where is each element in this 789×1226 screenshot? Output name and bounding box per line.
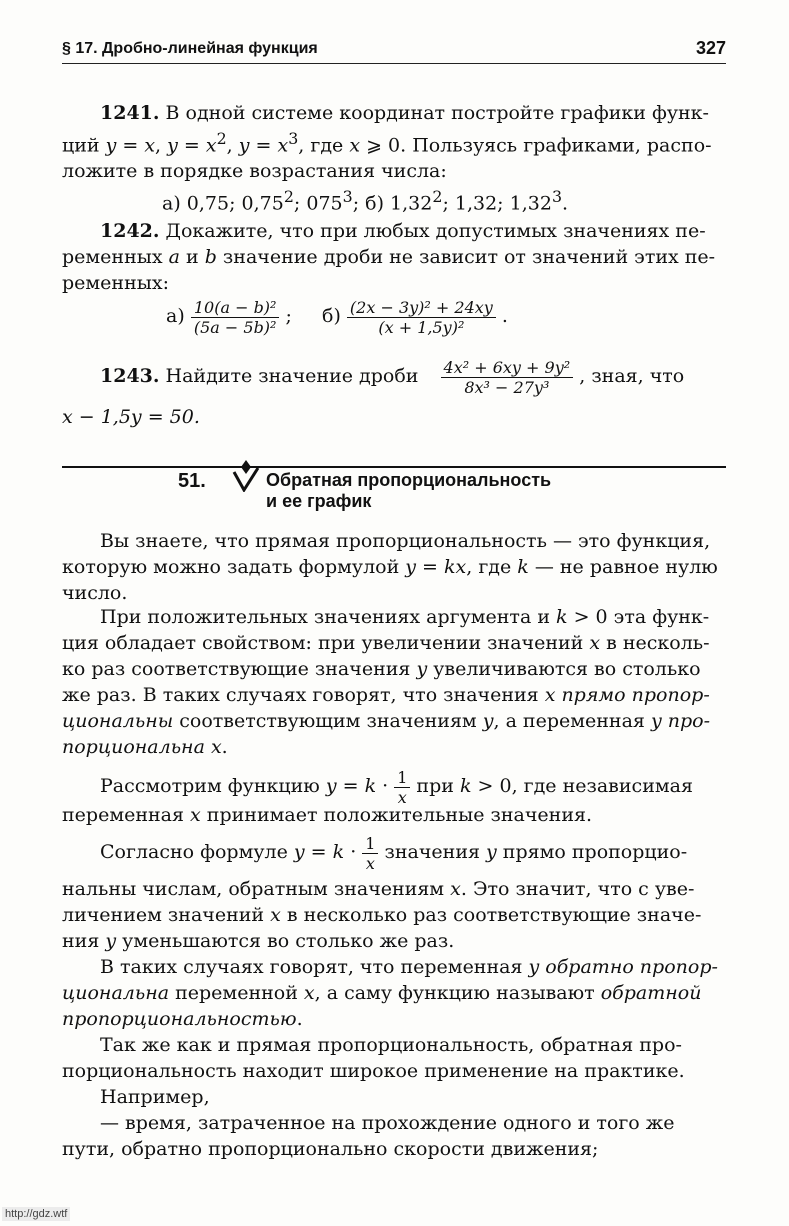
exercise-1243-condition: x − 1,5y = 50. [62,406,200,428]
diamond-check-icon [232,460,260,492]
running-header [62,36,726,64]
paragraph-2: При положительных значениях аргумента и k > 0 эта функ- ция обладает свойством: при увеличении значений x в несколь- ко раз соответствующие значения y увеличиваются во столько же раз. В таких случаях говорят, что значения x прямо пропор- циональны соответствующим значениям y, а переменная y про- порциональна x. [62,606,710,758]
paragraph-4: Согласно формуле y = k · $\frac{1}{x}$ значения y прямо пропорцио- [100,833,688,873]
fraction-a: $\frac{\text{10(a − b)²}}{\text{(5a − 5b)²}}$ [191,298,280,337]
paragraph-5: В таких случаях говорят, что переменная y обратно пропор- циональна переменной x, а саму функцию называют обратной пропорциональностью. [62,956,718,1030]
paragraph-8: — время, затраченное на прохождение одного и того же пути, обратно пропорционально скорости движения; [62,1112,675,1160]
section-title-line2: и ее график [266,491,372,511]
section-title-line1: Обратная пропорциональность [266,470,552,490]
paragraph-3-cont: переменная x принимает положительные значения. [62,804,593,826]
paragraph-4-cont: нальны числам, обратным значениям x. Это значит, что с уве- личением значений x в несколько раз соответствующие значе- ния y уменьшаются во столько же раз. [62,878,702,952]
exercise-1243: 1243. Найдите значение дроби $\frac{\text{4x² + 6xy + 9y²}}{\text{8x³ − 27y³}}$ , зная, что [100,357,685,397]
paragraph-6: Так же как и прямая пропорциональность, обратная про- порциональность находит широкое применение на практике. [62,1034,685,1082]
paragraph-1: Вы знаете, что прямая пропорциональность — это функция, которую можно задать формулой y = kx, где k — не равное нулю число. [62,530,718,604]
chapter-title: § 17. Дробно-линейная функция [62,40,318,57]
section-rule [62,466,726,468]
fraction-b: $\frac{\text{(2x − 3y)² + 24xy}}{\text{(x + 1,5y)²}}$ [347,298,496,337]
header-rule [62,63,726,64]
exercise-number: 1241. [100,102,160,124]
paragraph-7: Например, [100,1086,210,1108]
site-watermark: http://gdz.wtf [2,1207,70,1221]
exercise-1242: 1242. Докажите, что при любых допустимых значениях пе- ременных a и b значение дроби не зависит от значений этих пе- ременных: [62,220,716,294]
exercise-1241: 1241. В одной системе координат постройте графики функ- ций y = x, $y = x^2$, $y = x^3$, где x ⩾ 0. Пользуясь графиками, распо- ложите в порядке возрастания числа: а) 0,75; 0,75$^2$; $075^3$; б) 1,32$^2$; 1,32; 1,32$^3$. [62,102,712,215]
page-number: 327 [695,38,726,58]
exercise-1242-formulas: а) $\frac{\text{10(a − b)²}}{\text{(5a − 5b)²}}$ ; б) $\frac{\text{(2x − 3y)² + 24xy}}{\text{(x + 1,5y)²}}$ . [166,297,508,337]
fraction-one-over-x: $\frac{1}{x}$ [394,768,410,807]
exercise-number: 1243. [100,365,160,387]
fraction-one-over-x: $\frac{1}{x}$ [362,834,378,873]
exercise-number: 1242. [100,220,160,242]
paragraph-3: Рассмотрим функцию y = k · $\frac{1}{x}$ при k > 0, где независимая [100,767,693,807]
section-number: 51. [178,470,206,492]
fraction-1243: $\frac{\text{4x² + 6xy + 9y²}}{\text{8x³ − 27y³}}$ [441,358,574,397]
section-heading [62,460,726,516]
